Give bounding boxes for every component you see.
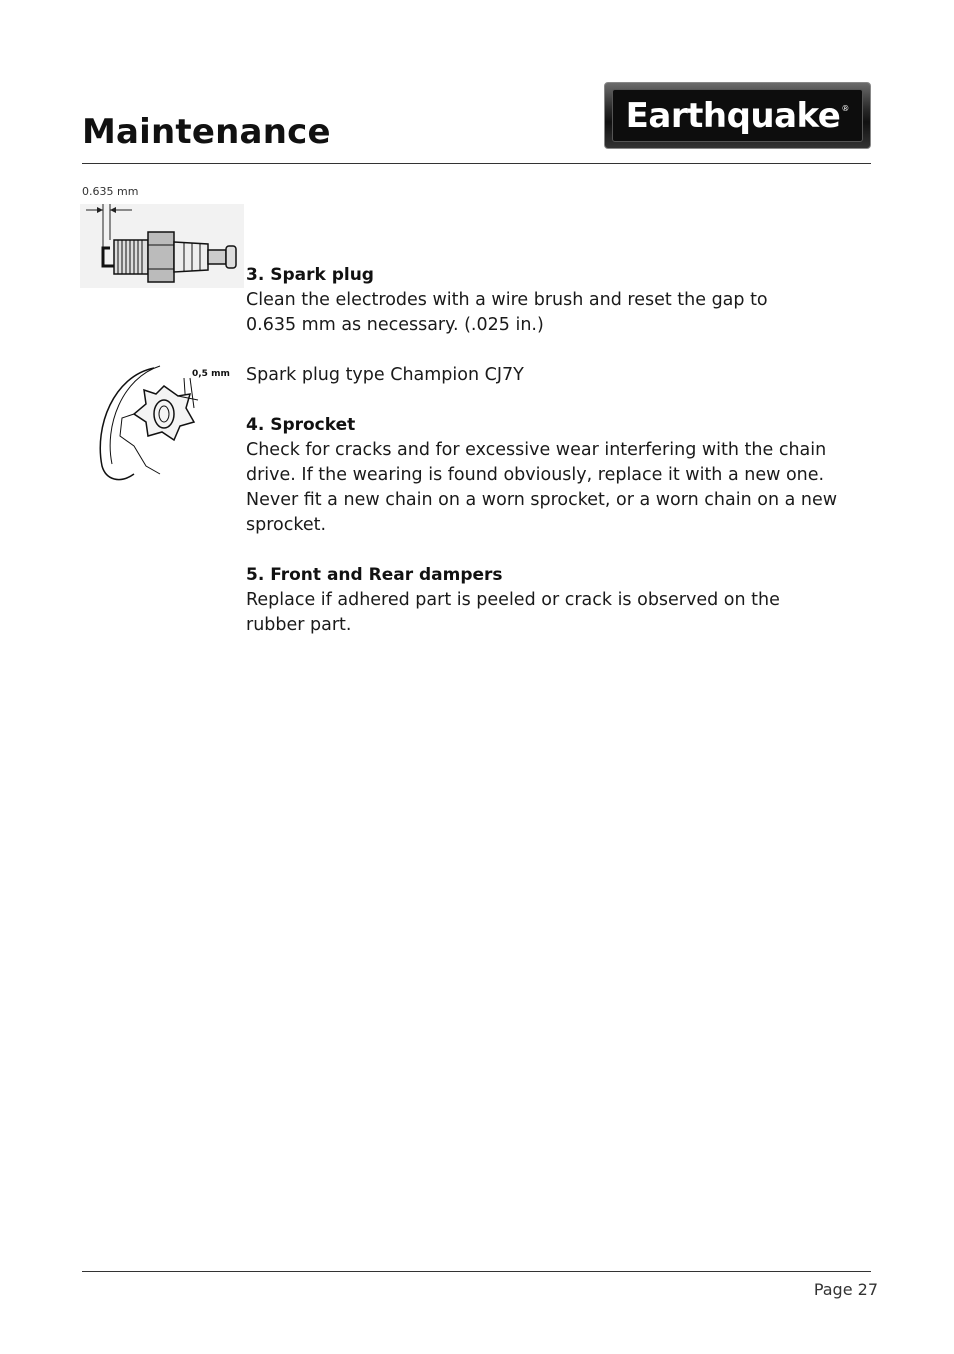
spark-plug-text-line: Clean the electrodes with a wire brush and reset the gap to	[246, 290, 768, 310]
spark-plug-heading: 3. Spark plug	[246, 265, 374, 285]
footer-divider	[82, 1271, 871, 1272]
sprocket-heading: 4. Sprocket	[246, 415, 356, 435]
dampers-text-line: rubber part.	[246, 615, 352, 635]
spark-plug-text-line: 0.635 mm as necessary. (.025 in.)	[246, 315, 544, 335]
spark-plug-gap-label: 0.635 mm	[82, 185, 139, 198]
page-number: Page 27	[813, 1280, 878, 1299]
sprocket-illustration	[94, 356, 234, 488]
sprocket-gap-label: 0,5 mm	[192, 369, 230, 379]
sprocket-text-line: sprocket.	[246, 515, 327, 535]
header-divider	[82, 163, 871, 164]
logo-text: Earthquake	[625, 95, 841, 136]
sprocket-text-line: drive. If the wearing is found obviously, replace it with a new one.	[246, 465, 825, 485]
earthquake-logo	[604, 82, 871, 149]
registered-mark: ®	[841, 104, 850, 113]
dampers-heading: 5. Front and Rear dampers	[246, 565, 503, 585]
logo-badge	[612, 89, 863, 142]
page-title: Maintenance	[82, 112, 331, 152]
sprocket-text-line: Check for cracks and for excessive wear interfering with the chain	[246, 440, 827, 460]
spark-plug-illustration	[80, 200, 244, 290]
spark-plug-type: Spark plug type Champion CJ7Y	[246, 365, 524, 385]
maintenance-content	[246, 263, 866, 638]
dampers-text-line: Replace if adhered part is peeled or crack is observed on the	[246, 590, 780, 610]
sprocket-text-line: Never fit a new chain on a worn sprocket, or a worn chain on a new	[246, 490, 838, 510]
